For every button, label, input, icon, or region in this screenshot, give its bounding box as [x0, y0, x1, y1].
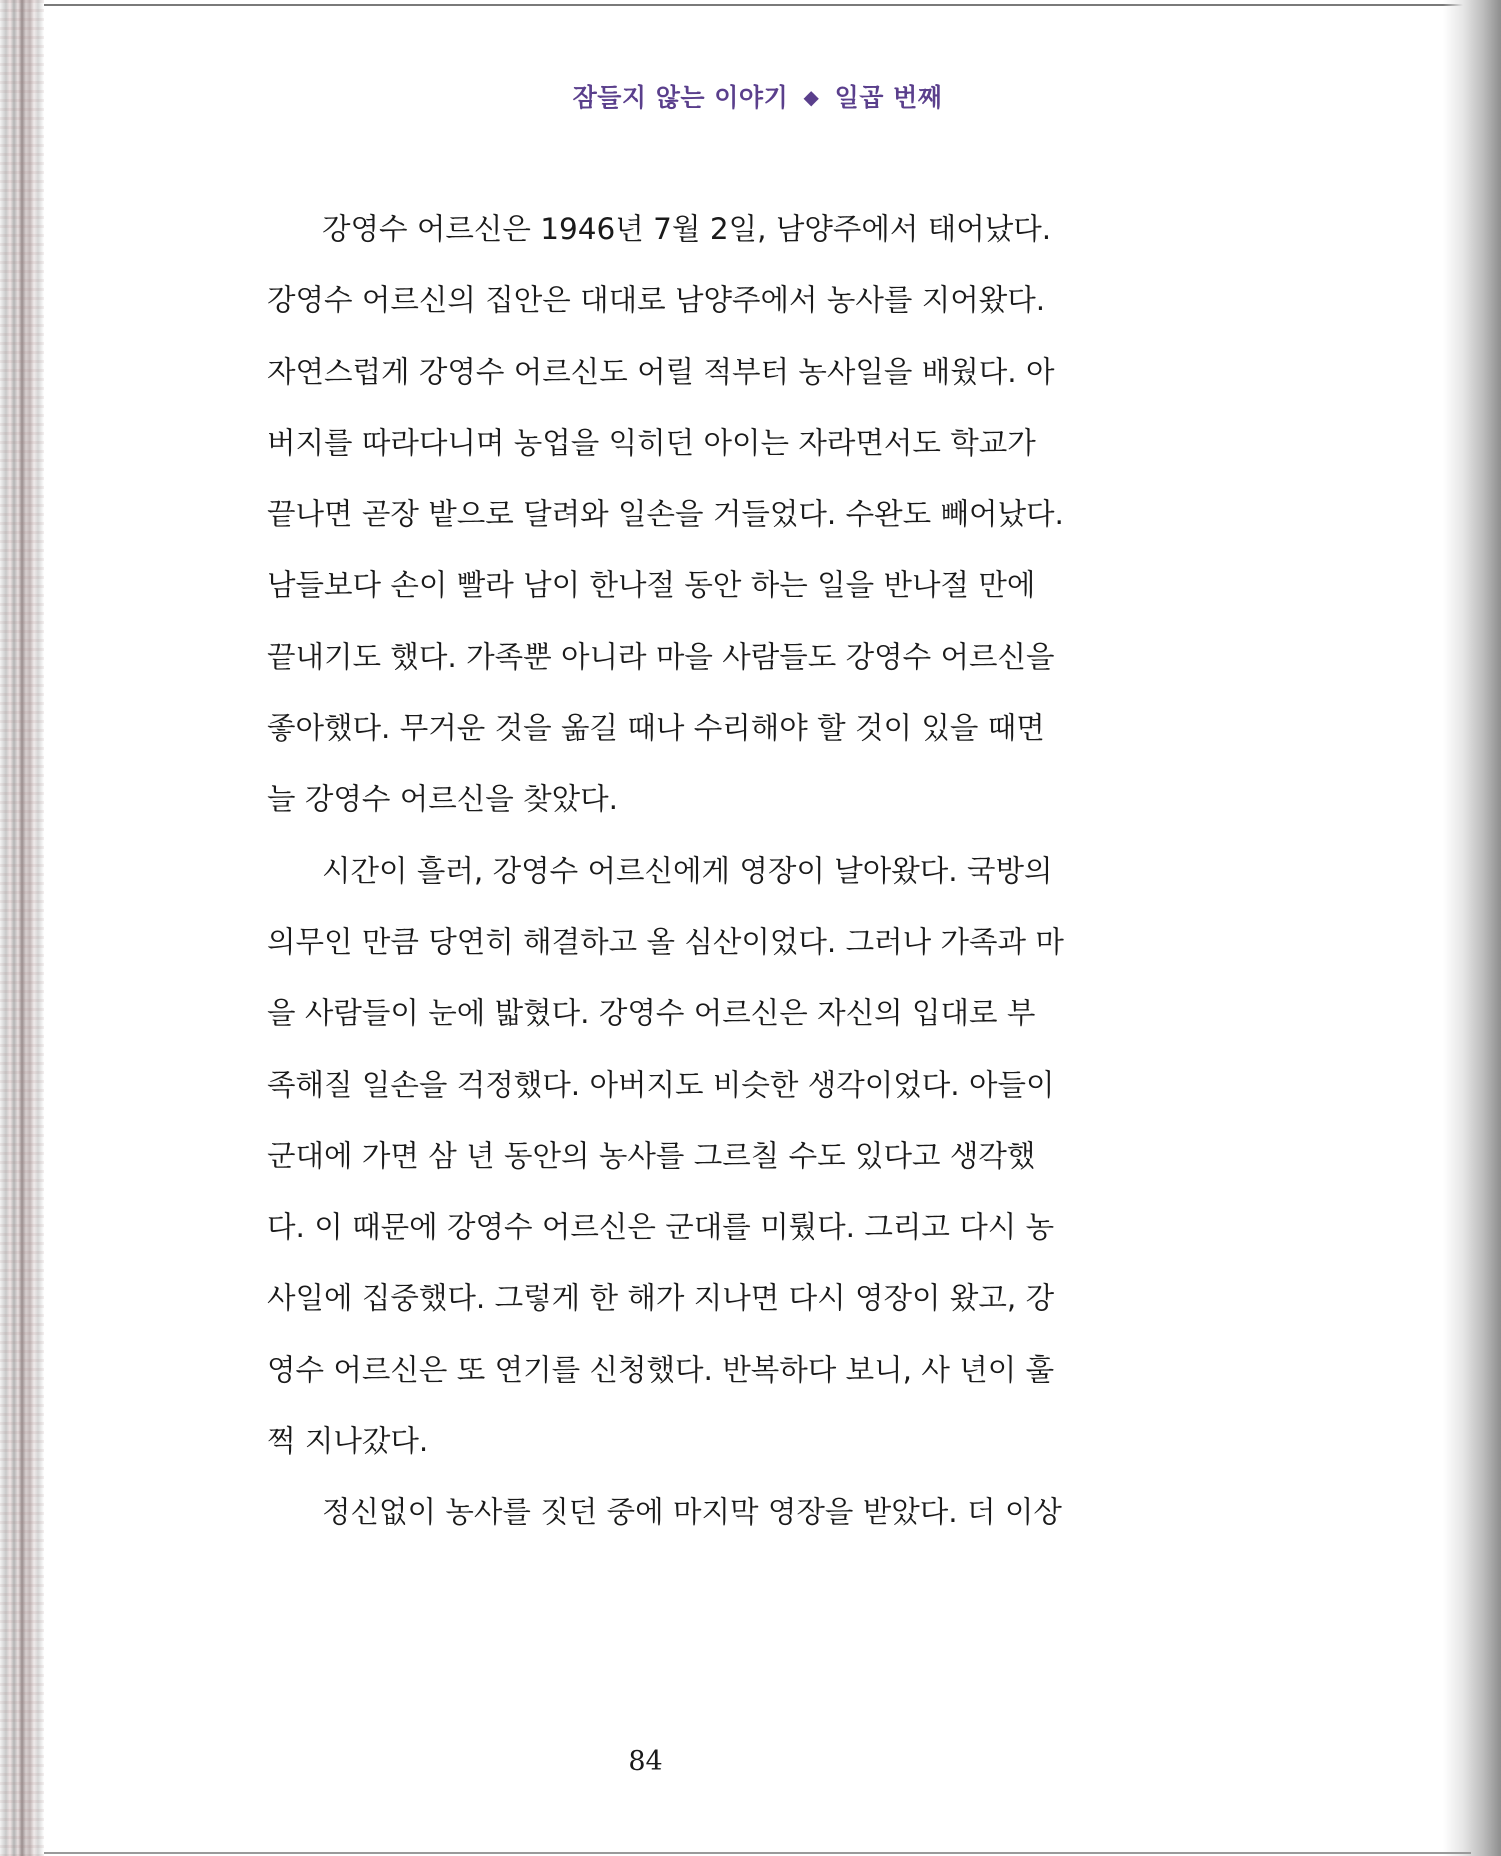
page-edge-stack: [0, 0, 44, 1856]
text-line: 군대에 가면 삼 년 동안의 농사를 그르칠 수도 있다고 생각했: [267, 1138, 1036, 1173]
text-line: 정신없이 농사를 짓던 중에 마지막 영장을 받았다. 더 이상: [322, 1495, 1062, 1530]
running-head-title: 잠들지 않는 이야기: [572, 83, 789, 112]
text-line: 자연스럽게 강영수 어르신도 어릴 적부터 농사일을 배웠다. 아: [267, 354, 1055, 389]
text-line: 영수 어르신은 또 연기를 신청했다. 반복하다 보니, 사 년이 훌: [267, 1352, 1055, 1387]
text-line: 의무인 만큼 당연히 해결하고 올 심산이었다. 그러나 가족과 마: [267, 924, 1064, 959]
binding-shadow: [1443, 0, 1501, 1856]
text-line: 늘 강영수 어르신을 찾았다.: [267, 782, 618, 817]
text-line: 강영수 어르신은 1946년 7월 2일, 남양주에서 태어났다.: [322, 212, 1052, 246]
text-line: 끝내기도 했다. 가족뿐 아니라 마을 사람들도 강영수 어르신을: [267, 639, 1055, 674]
diamond-separator-icon: ◆: [803, 85, 820, 109]
text-line: 시간이 흘러, 강영수 어르신에게 영장이 날아왔다. 국방의: [322, 853, 1053, 888]
text-line: 을 사람들이 눈에 밟혔다. 강영수 어르신은 자신의 입대로 부: [267, 996, 1036, 1031]
page-bottom-edge: [44, 1852, 1471, 1854]
text-line: 다. 이 때문에 강영수 어르신은 군대를 미뤘다. 그리고 다시 농: [267, 1210, 1055, 1245]
text-line: 끝나면 곧장 밭으로 달려와 일손을 거들었다. 수완도 빼어났다.: [267, 497, 1064, 532]
text-line: 사일에 집중했다. 그렇게 한 해가 지나면 다시 영장이 왔고, 강: [267, 1281, 1055, 1316]
text-line: 강영수 어르신의 집안은 대대로 남양주에서 농사를 지어왔다.: [267, 283, 1046, 318]
text-line: 버지를 따라다니며 농업을 익히던 아이는 자라면서도 학교가: [267, 425, 1036, 460]
page-number: 84: [628, 1746, 663, 1777]
text-line: 쩍 지나갔다.: [267, 1424, 429, 1459]
running-head-chapter: 일곱 번째: [834, 83, 943, 112]
text-line: 족해질 일손을 걱정했다. 아버지도 비슷한 생각이었다. 아들이: [267, 1067, 1055, 1102]
body-text: [267, 212, 1064, 1570]
text-line: 남들보다 손이 빨라 남이 한나절 동안 하는 일을 반나절 만에: [267, 568, 1036, 603]
running-head: [44, 78, 1471, 114]
text-line: 좋아했다. 무거운 것을 옮길 때나 수리해야 할 것이 있을 때면: [267, 711, 1045, 746]
page-edge-texture: [0, 0, 44, 1856]
book-page: [44, 4, 1471, 1852]
